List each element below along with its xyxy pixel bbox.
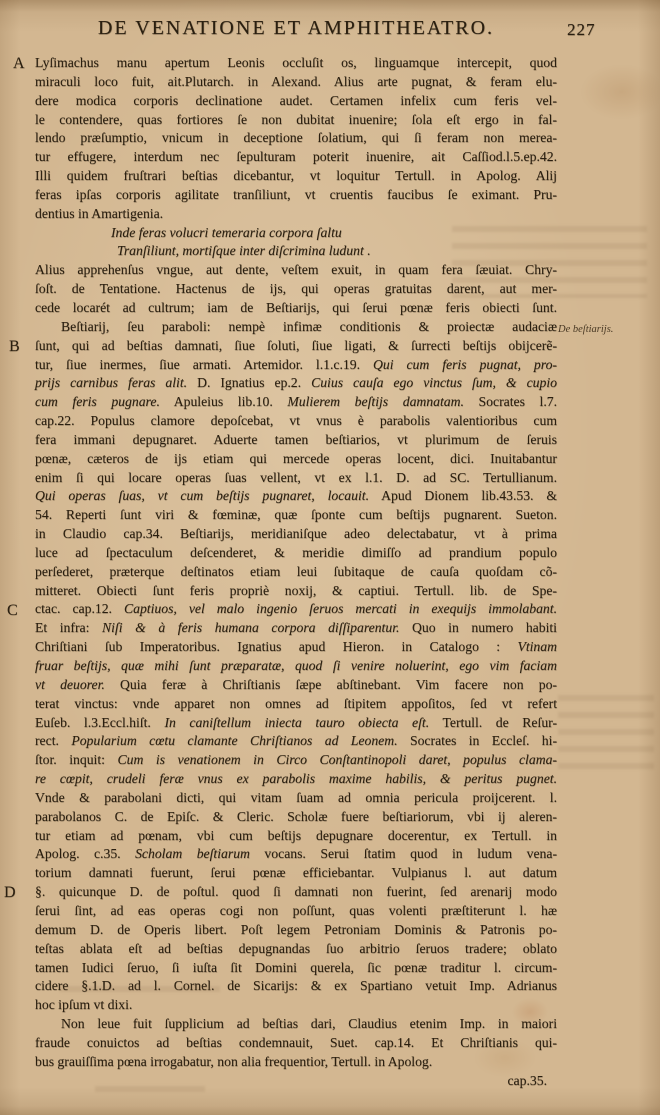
- text-line: dere modica corporis declinatione audet. Certamen infelix cum feris vel-: [35, 92, 557, 108]
- margin-letter-c: C: [7, 602, 18, 619]
- text-line: in Claudio cap.34. Beſtiarijs, meridianiſque adeo delectabatur, vt à prima: [35, 526, 557, 542]
- text-line: luce ad ſpectaculum deſcenderet, & meridie dimiſſo ad prandium populo: [35, 544, 557, 560]
- text-line: enim ſi qui locare operas ſuas vellent, vt ex l.1. D. ad SC. Tertullianum.: [35, 469, 557, 485]
- text-line: Qui operas ſuas, vt cum beſtijs pugnaret, locauit. Apud Dionem lib.43.53. &: [35, 488, 557, 504]
- text-line: fraude conuictos ad beſtias condemnauit, Suet. cap.14. Et Chriſtianis qui-: [35, 1034, 557, 1050]
- text-line: le contendere, quas fortiores ſe non dubitat inuenire; ſola eſt ergo in fal-: [35, 111, 557, 127]
- text-line: mitteret. Obiecti ſunt feris propriè noxij, & captiui. Tertull. lib. de Spe-: [35, 582, 557, 598]
- text-line: ſunt, qui ad beſtias damnati, ſiue ſoluti, ſiue ligati, & ſurrecti beſtijs obijcerẽ-: [35, 337, 557, 353]
- text-line: Illi quidem fruſtrari beſtias dicebantur, vt loquitur Tertull. in Apolog. Alij: [35, 168, 557, 184]
- text-block: [35, 54, 557, 1090]
- text-line: bus grauiſſima pœna irrogabatur, non alia frequentior, Tertull. in Apolog.: [35, 1053, 433, 1069]
- page-number: 227: [567, 20, 596, 39]
- text-line: Euſeb. l.3.Eccl.hiſt. In caniſtellum iniecta tauro obiecta eſt. Tertull. de Reſur-: [35, 714, 557, 730]
- text-line: prijs carnibus feras alit. D. Ignatius ep.2. Cuius cauſa ego vinctus ſum, & cupio: [35, 375, 557, 391]
- text-line: vt deuorer. Quia feræ à Chriſtianis ſæpe abſtinebant. Vim facere non po-: [35, 676, 557, 692]
- text-line: Et infra: Niſi & à feris humana corpora diſſiparentur. Quo in numero habiti: [35, 620, 557, 636]
- text-line: rect. Popularium cœtu clamante Chriſtianos ad Leonem. Socrates in Eccleſ. hi-: [35, 733, 558, 749]
- margin-note: De beſtiarijs.: [558, 324, 614, 335]
- text-line: ſtor. inquit: Cum is venationem in Circo Conſtantinopoli daret, populus clama-: [35, 752, 557, 768]
- bleed-through-ghost: [558, 695, 654, 773]
- text-line: fruar beſtijs, quæ mihi ſunt præparatæ, quod ſi venire noluerint, ego vim faciam: [35, 658, 557, 673]
- text-line: perſederet, præterque deſtinatos etiam leui ſubitaque de cauſa quoſdam cõ-: [35, 563, 557, 579]
- text-line: Inde feras volucri temeraria corpora ſaltu: [111, 224, 342, 240]
- text-line: Chriſtiani ſub Imperatoribus. Ignatius apud Hieron. in Catalogo : Vtinam: [35, 639, 557, 655]
- text-line: pœnæ, cæteros de ijs etiam qui mercede operas locent, dici. Inuitabantur: [35, 450, 557, 466]
- text-line: Tranſiliunt, mortiſque inter diſcrimina ludunt .: [117, 243, 371, 259]
- text-line: demum D. de Operis libert. Poſt legem Petroniam Dominis & Patronis po-: [35, 921, 557, 937]
- text-line: dentius in Amartigenia.: [35, 205, 164, 221]
- running-title: DE VENATIONE ET AMPHITHEATRO.: [97, 17, 495, 39]
- margin-letter-d: D: [4, 884, 16, 901]
- text-line: fera immani depugnaret. Aduerte tamen beſtiarios, vt plurimum de ſeruis: [35, 431, 557, 447]
- text-line: lendo præſumptio, vnicum in deceptione ſolatium, qui ſi feram non merea-: [35, 130, 557, 146]
- text-line: cap.22. Populus clamore depoſcebat, vt vnus è parabolis valentioribus cum: [35, 413, 557, 429]
- text-line: cidere §.1.D. ad l. Cornel. de Sicarijs: & ex Spartiano vetuit Imp. Adrianus: [35, 978, 557, 994]
- margin-letter-a: A: [13, 55, 25, 72]
- text-line: Non leue fuit ſupplicium ad beſtias dari, Claudius etenim Imp. in maiori: [61, 1016, 557, 1032]
- text-line: tur effugere, interdum nec ſepulturam poterit inuenire, ait Caſſiod.l.5.ep.42.: [35, 149, 557, 165]
- text-line: Vnde & parabolani dicti, qui vitam ſuam ad omnia pericula proijcerent. l.: [35, 789, 557, 805]
- text-line: 54. Reperti ſunt viri & fœminæ, quæ ſponte cum beſtijs pugnarent. Sueton.: [35, 507, 557, 523]
- text-line: tamen Iudici ſeruo, ſi iuſta ſit Domini querela, ſic pœnæ traditur l. circum-: [35, 959, 557, 975]
- text-line: hoc ipſum vt dixi.: [35, 997, 133, 1013]
- text-line: cum feris pugnare. Apuleius lib.10. Mulierem beſtijs damnatam. Socrates l.7.: [35, 394, 558, 410]
- text-line: re cœpit, crudeli feræ vnus ex parabolis maxime habilis, & peritus pugnet.: [35, 771, 557, 787]
- text-line: parabolanos C. de Epiſc. & Cleric. Scholæ fuere beſtiariorum, vbi ij aleren-: [35, 808, 557, 824]
- text-line: feras ipſas corporis agilitate tranſiliunt, vt cruentis faucibus ſe eximant. Pru-: [35, 186, 557, 202]
- text-line: tur etiam ad pœnam, vbi cum beſtijs depugnare docerentur, ex Tertull. in: [35, 827, 557, 843]
- text-line: Beſtiarij, ſeu paraboli: nempè infimæ conditionis & proiectæ audaciæ: [61, 318, 557, 334]
- text-line: Lyſimachus manu apertum Leonis occluſit os, linguamque intercepit, quod: [35, 55, 557, 70]
- text-line: cap.35.: [507, 1072, 547, 1088]
- text-line: teſtas ablata eſt ad beſtias depugnandas ſuo arbitrio ſeruos tradere; oblato: [35, 940, 557, 956]
- text-line: tur, ſiue inermes, ſiue armati. Artemidor. l.1.c.19. Qui cum feris pugnat, pro-: [35, 356, 557, 372]
- margin-letter-b: B: [9, 338, 20, 355]
- text-line: §. quicunque D. de poſtul. quod ſi damnati non fuerint, ſed arenarij modo: [35, 884, 557, 900]
- text-line: ſerui ſint, ad eas operas cogi non poſſunt, quas volenti præſtiterunt l. hæ: [35, 902, 557, 918]
- text-line: miraculi loco fuit, ait.Plutarch. in Alexand. Alius arte pugnat, & feram elu-: [35, 73, 557, 89]
- text-line: Apolog. c.35. Scholam beſtiarum vocans. Serui ſtatim quod in ludum vena-: [35, 846, 558, 862]
- text-line: ctac. cap.12. Captiuos, vel malo ingenio ſeruos mercati in exequijs immolabant.: [35, 601, 557, 617]
- text-line: terat vinctus: vnde apparet non omnes ad ſtipitem appoſitos, ſed vt refert: [35, 695, 557, 711]
- text-line: ſoſt. de Tentatione. Hactenus de ijs, qui operas gratuitas darent, aut mer-: [35, 281, 557, 297]
- text-line: torium damnati fuerunt, ſerui pœnæ efficiebantar. Vulpianus l. aut datum: [35, 865, 557, 881]
- text-line: cede locarét ad cultrum; iam de Beſtiarijs, qui ſerui pœnæ feris obiecti ſunt.: [35, 299, 557, 315]
- text-line: Alius apprehenſus vngue, aut dente, veſtem exuit, in quam fera ſæuiat. Chry-: [35, 262, 557, 278]
